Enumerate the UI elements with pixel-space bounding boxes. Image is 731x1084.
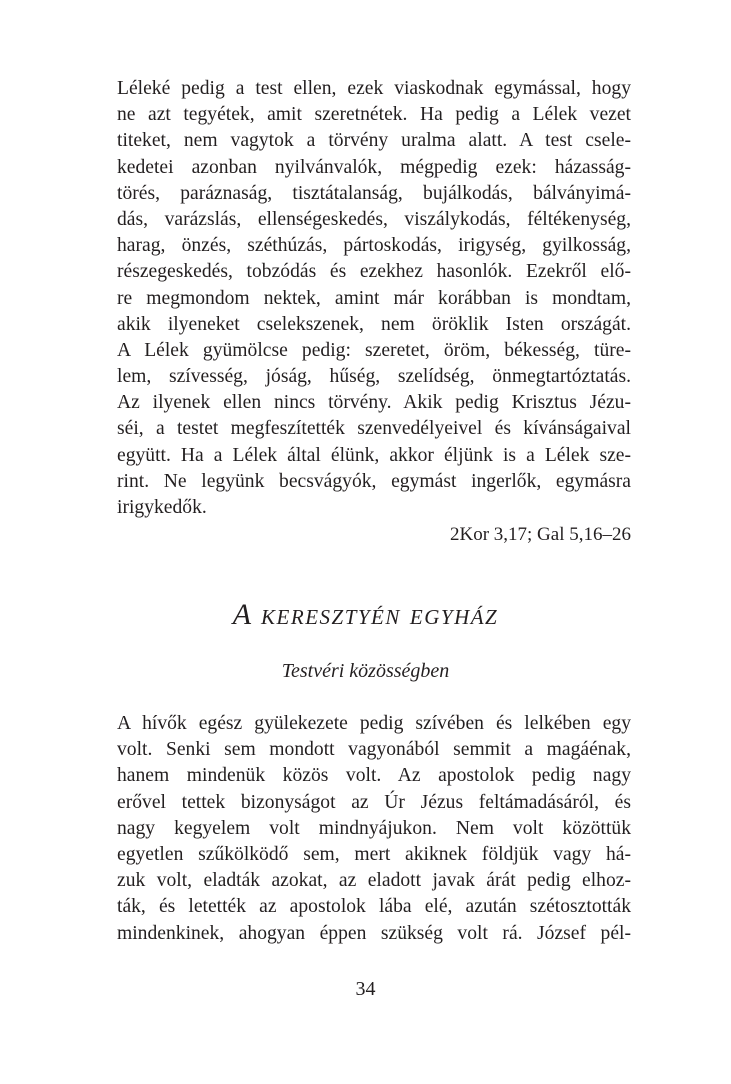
text-line: dás, varázslás, ellenségeskedés, viszálykodás, féltékenység, <box>117 208 631 230</box>
page-number: 34 <box>355 978 376 1000</box>
text-line: titeket, nem vagytok a törvény uralma alatt. A test csele- <box>117 130 631 152</box>
text-line: Léleké pedig a test ellen, ezek viaskodnak egymással, hogy <box>117 78 631 99</box>
section-title: Testvéri közösségben <box>281 660 450 682</box>
scripture-reference: 2Kor 3,17; Gal 5,16–26 <box>449 524 631 545</box>
text-line: rint. Ne legyünk becsvágyók, egymást ingerlők, egymásra <box>117 470 631 492</box>
text-line: egyetlen szűkölködő sem, mert akiknek földjük vagy há- <box>117 843 631 865</box>
text-line: harag, önzés, széthúzás, pártoskodás, irigység, gyilkosság, <box>117 235 631 257</box>
text-line: Az ilyenek ellen nincs törvény. Akik pedig Krisztus Jézu- <box>117 392 631 414</box>
text-line: együtt. Ha a Lélek által élünk, akkor éljünk is a Lélek sze- <box>117 444 631 466</box>
text-line: akik ilyeneket cselekszenek, nem öröklik Isten országát. <box>117 313 631 335</box>
text-line: A Lélek gyümölcse pedig: szeretet, öröm, békesség, türe- <box>117 339 631 361</box>
text-line: A hívők egész gyülekezete pedig szívében és lelkében egy <box>117 713 631 734</box>
text-line: ták, és letették az apostolok lába elé, azután szétosztották <box>117 896 631 918</box>
text-line: törés, paráznaság, tisztátalanság, bujálkodás, bálványimá- <box>117 182 631 204</box>
text-line: nagy kegyelem volt mindnyájukon. Nem volt közöttük <box>117 817 631 839</box>
chapter-title: A keresztyén egyház <box>232 598 499 631</box>
text-line: ne azt tegyétek, amit szeretnétek. Ha pedig a Lélek vezet <box>117 104 631 126</box>
text-line: séi, a testet megfeszítették szenvedélyeivel és kívánságaival <box>117 418 631 440</box>
text-line: mindenkinek, ahogyan éppen szükség volt rá. József pél- <box>117 922 631 944</box>
text-line: részegeskedés, tobzódás és ezekhez hasonlók. Ezekről elő- <box>117 261 631 283</box>
text-line: lem, szívesség, jóság, hűség, szelídség, önmegtartóztatás. <box>117 366 631 388</box>
text-line: erővel tettek bizonyságot az Úr Jézus feltámadásáról, és <box>117 791 631 813</box>
text-line: volt. Senki sem mondott vagyonából semmit a magáénak, <box>117 739 631 761</box>
text-line: re megmondom nektek, amint már korábban is mondtam, <box>117 287 631 309</box>
text-line: irigykedők. <box>117 497 207 518</box>
scripture-passage-acts <box>117 711 631 947</box>
scripture-passage-galatians <box>117 76 631 521</box>
text-line: kedetei azonban nyilvánvalók, mégpedig ezek: házasság- <box>117 156 631 178</box>
text-line: hanem mindenük közös volt. Az apostolok pedig nagy <box>117 765 631 787</box>
text-line: zuk volt, eladták azokat, az eladott javak árát pedig elhoz- <box>117 870 631 892</box>
